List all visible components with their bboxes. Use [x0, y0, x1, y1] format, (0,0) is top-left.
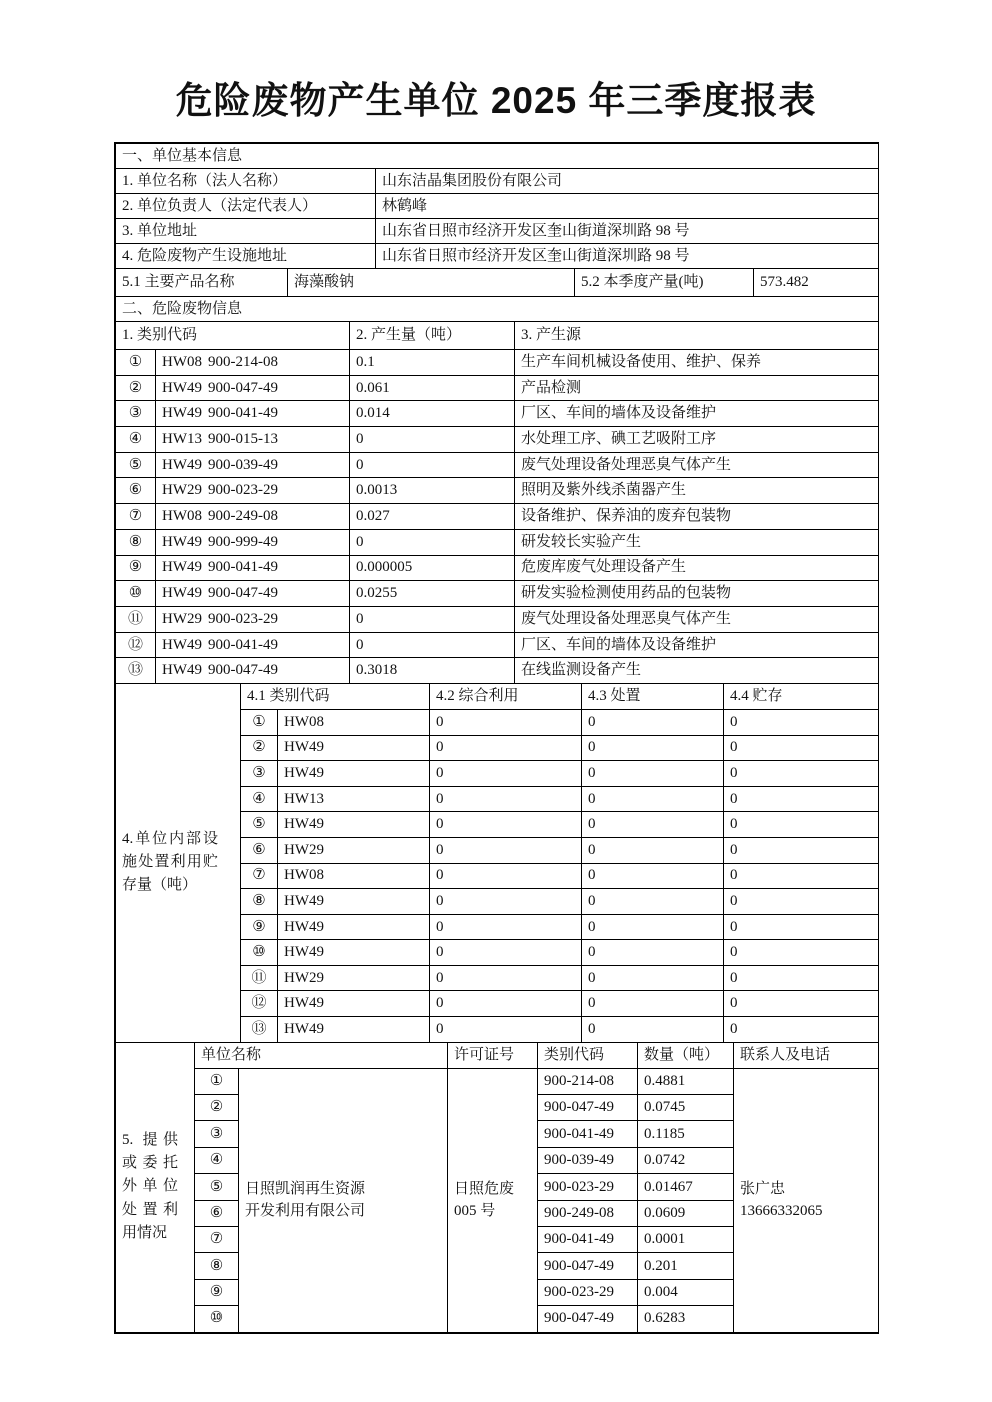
hw-class: HW08 — [162, 508, 202, 525]
waste-code: 900-039-49 — [208, 456, 278, 473]
internal-col-headers — [116, 683, 879, 709]
waste-code: 900-214-08 — [538, 1068, 638, 1094]
waste-code: 900-047-49 — [208, 585, 278, 602]
row-number: ⑥ — [195, 1200, 239, 1226]
row-number: ⑨ — [195, 1279, 239, 1305]
hw-class: HW49 — [278, 735, 430, 761]
waste-source: 研发实验检测使用药品的包装物 — [515, 581, 879, 607]
waste-quantity: 0.1185 — [638, 1121, 734, 1147]
row-number: ⑫ — [116, 632, 156, 658]
reuse-amount: 0 — [430, 1017, 582, 1043]
storage-amount: 0 — [724, 837, 879, 863]
row-number: ③ — [116, 401, 156, 427]
waste-code: 900-047-49 — [538, 1253, 638, 1279]
waste-code: 900-047-49 — [538, 1306, 638, 1332]
waste-amount: 0 — [350, 632, 515, 658]
section-waste-info — [115, 296, 879, 684]
basic-info-row — [116, 169, 879, 194]
col-header-category-code: 类别代码 — [538, 1042, 638, 1068]
storage-amount: 0 — [724, 965, 879, 991]
col-header-contact: 联系人及电话 — [734, 1042, 879, 1068]
waste-code: 900-023-29 — [208, 610, 278, 627]
waste-source: 厂区、车间的墙体及设备维护 — [515, 632, 879, 658]
external-row — [116, 1068, 879, 1094]
row-number: ⑬ — [116, 658, 156, 684]
row-number: ⑧ — [116, 529, 156, 555]
waste-amount: 0.061 — [350, 375, 515, 401]
reuse-amount: 0 — [430, 812, 582, 838]
col-header-41-code: 4.1 类别代码 — [241, 683, 430, 709]
waste-row — [116, 632, 879, 658]
hw-class: HW29 — [278, 965, 430, 991]
company-name: 日照凯润再生资源开发利用有限公司 — [245, 1180, 366, 1220]
row-number: ① — [241, 709, 278, 735]
hw-class: HW49 — [278, 761, 430, 787]
waste-amount: 0.0013 — [350, 478, 515, 504]
waste-col-headers — [116, 322, 879, 350]
row-number: ⑩ — [116, 581, 156, 607]
waste-quantity: 0.01467 — [638, 1174, 734, 1200]
reuse-amount: 0 — [430, 761, 582, 787]
reuse-amount: 0 — [430, 889, 582, 915]
reuse-amount: 0 — [430, 991, 582, 1017]
col-header-42-reuse: 4.2 综合利用 — [430, 683, 582, 709]
dispose-amount: 0 — [582, 914, 724, 940]
waste-amount: 0.014 — [350, 401, 515, 427]
dispose-amount: 0 — [582, 991, 724, 1017]
page-title: 危险废物产生单位 2025 年三季度报表 — [175, 80, 817, 121]
col-header-source: 3. 产生源 — [515, 322, 879, 350]
storage-amount: 0 — [724, 863, 879, 889]
row-number: ⑤ — [195, 1174, 239, 1200]
section5-label-cell — [116, 1042, 195, 1332]
row-number: ⑦ — [241, 863, 278, 889]
storage-amount: 0 — [724, 761, 879, 787]
row-number: ⑧ — [195, 1253, 239, 1279]
waste-code: 900-041-49 — [208, 636, 278, 653]
hw-class: HW49 — [278, 940, 430, 966]
waste-amount: 0.0255 — [350, 581, 515, 607]
hw-class: HW49 — [278, 991, 430, 1017]
reuse-amount: 0 — [430, 709, 582, 735]
waste-amount: 0 — [350, 452, 515, 478]
storage-amount: 0 — [724, 1017, 879, 1043]
product-name-label: 5.1 主要产品名称 — [116, 269, 288, 297]
hw-class: HW29 — [278, 837, 430, 863]
reuse-amount: 0 — [430, 735, 582, 761]
waste-code-cell — [156, 632, 350, 658]
waste-quantity: 0.0745 — [638, 1095, 734, 1121]
waste-code: 900-214-08 — [208, 353, 278, 370]
section4-label: 4.单位内部设施处置利用贮存量（吨） — [122, 830, 218, 894]
row-number: ⑤ — [116, 452, 156, 478]
row-number: ⑦ — [116, 504, 156, 530]
row-number: ③ — [195, 1121, 239, 1147]
dispose-amount: 0 — [582, 889, 724, 915]
waste-code: 900-039-49 — [538, 1147, 638, 1173]
row-number: ② — [116, 375, 156, 401]
waste-quantity: 0.201 — [638, 1253, 734, 1279]
waste-code: 900-047-49 — [538, 1095, 638, 1121]
hw-class: HW08 — [162, 353, 202, 370]
row-number: ⑬ — [241, 1017, 278, 1043]
basic-info-label: 3. 单位地址 — [116, 219, 376, 244]
hw-class: HW29 — [162, 610, 202, 627]
section-internal-disposal — [115, 683, 879, 1043]
hw-class: HW49 — [162, 456, 202, 473]
hw-class: HW49 — [162, 636, 202, 653]
row-number: ⑪ — [116, 606, 156, 632]
waste-quantity: 0.004 — [638, 1279, 734, 1305]
row-number: ② — [241, 735, 278, 761]
waste-row — [116, 452, 879, 478]
col-header-quantity: 数量（吨） — [638, 1042, 734, 1068]
basic-info-label: 2. 单位负责人（法定代表人） — [116, 194, 376, 219]
waste-code-cell — [156, 478, 350, 504]
dispose-amount: 0 — [582, 965, 724, 991]
dispose-amount: 0 — [582, 837, 724, 863]
waste-quantity: 0.0742 — [638, 1147, 734, 1173]
hw-class: HW13 — [162, 431, 202, 448]
hw-class: HW08 — [278, 863, 430, 889]
waste-row — [116, 658, 879, 684]
hw-class: HW49 — [162, 379, 202, 396]
reuse-amount: 0 — [430, 914, 582, 940]
hw-class: HW29 — [162, 482, 202, 499]
waste-code-cell — [156, 427, 350, 453]
hw-class: HW13 — [278, 786, 430, 812]
waste-code: 900-023-29 — [538, 1174, 638, 1200]
row-number: ⑥ — [116, 478, 156, 504]
waste-source: 产品检测 — [515, 375, 879, 401]
waste-code: 900-041-49 — [208, 405, 278, 422]
row-number: ⑤ — [241, 812, 278, 838]
basic-info-value: 山东省日照市经济开发区奎山街道深圳路 98 号 — [376, 219, 879, 244]
waste-amount: 0 — [350, 529, 515, 555]
hw-class: HW49 — [162, 662, 202, 679]
col-header-unit-name: 单位名称 — [195, 1042, 448, 1068]
section-external-disposal — [115, 1042, 879, 1333]
contact-cell — [734, 1068, 879, 1332]
row-number: ⑩ — [241, 940, 278, 966]
waste-code: 900-249-08 — [208, 508, 278, 525]
waste-row — [116, 606, 879, 632]
waste-code: 900-999-49 — [208, 533, 278, 550]
storage-amount: 0 — [724, 940, 879, 966]
dispose-amount: 0 — [582, 812, 724, 838]
storage-amount: 0 — [724, 709, 879, 735]
waste-row — [116, 478, 879, 504]
dispose-amount: 0 — [582, 940, 724, 966]
basic-info-value: 林鹤峰 — [376, 194, 879, 219]
waste-row — [116, 401, 879, 427]
storage-amount: 0 — [724, 735, 879, 761]
waste-code: 900-023-29 — [538, 1279, 638, 1305]
license-cell — [448, 1068, 538, 1332]
dispose-amount: 0 — [582, 761, 724, 787]
waste-amount: 0.027 — [350, 504, 515, 530]
report-table — [114, 142, 879, 1334]
basic-info-value: 山东省日照市经济开发区奎山街道深圳路 98 号 — [376, 244, 879, 269]
hw-class: HW08 — [278, 709, 430, 735]
contact-name: 张广忠 — [740, 1180, 786, 1197]
basic-info-label: 1. 单位名称（法人名称） — [116, 169, 376, 194]
waste-quantity: 0.6283 — [638, 1306, 734, 1332]
waste-source: 研发较长实验产生 — [515, 529, 879, 555]
hw-class: HW49 — [162, 533, 202, 550]
hw-class: HW49 — [278, 1017, 430, 1043]
section4-label-cell — [116, 683, 241, 1042]
section-basic-info — [115, 143, 879, 297]
waste-row — [116, 504, 879, 530]
row-number: ⑪ — [241, 965, 278, 991]
external-col-headers — [116, 1042, 879, 1068]
col-header-license-no: 许可证号 — [448, 1042, 538, 1068]
contact-phone: 13666332065 — [740, 1203, 823, 1220]
hw-class: HW49 — [162, 559, 202, 576]
row-number: ⑨ — [241, 914, 278, 940]
basic-info-row — [116, 194, 879, 219]
row-number: ⑦ — [195, 1227, 239, 1253]
waste-code-cell — [156, 581, 350, 607]
col-header-category-code: 1. 类别代码 — [116, 322, 350, 350]
storage-amount: 0 — [724, 914, 879, 940]
quarter-output-value: 573.482 — [754, 269, 879, 297]
row-number: ④ — [195, 1147, 239, 1173]
basic-info-row — [116, 244, 879, 269]
reuse-amount: 0 — [430, 837, 582, 863]
waste-source: 在线监测设备产生 — [515, 658, 879, 684]
product-row — [116, 269, 879, 297]
waste-source: 设备维护、保养油的废弃包装物 — [515, 504, 879, 530]
reuse-amount: 0 — [430, 940, 582, 966]
waste-amount: 0.1 — [350, 350, 515, 376]
dispose-amount: 0 — [582, 1017, 724, 1043]
waste-row — [116, 375, 879, 401]
waste-code-cell — [156, 452, 350, 478]
dispose-amount: 0 — [582, 709, 724, 735]
waste-source: 废气处理设备处理恶臭气体产生 — [515, 606, 879, 632]
storage-amount: 0 — [724, 812, 879, 838]
col-header-44-storage: 4.4 贮存 — [724, 683, 879, 709]
hw-class: HW49 — [278, 914, 430, 940]
waste-row — [116, 350, 879, 376]
waste-code-cell — [156, 529, 350, 555]
storage-amount: 0 — [724, 991, 879, 1017]
hw-class: HW49 — [162, 585, 202, 602]
waste-source: 厂区、车间的墙体及设备维护 — [515, 401, 879, 427]
waste-row — [116, 529, 879, 555]
hw-class: HW49 — [162, 405, 202, 422]
row-number: ④ — [241, 786, 278, 812]
waste-code-cell — [156, 555, 350, 581]
waste-amount: 0 — [350, 606, 515, 632]
dispose-amount: 0 — [582, 786, 724, 812]
waste-code-cell — [156, 375, 350, 401]
waste-quantity: 0.0001 — [638, 1227, 734, 1253]
waste-amount: 0.3018 — [350, 658, 515, 684]
waste-row — [116, 581, 879, 607]
waste-code: 900-041-49 — [208, 559, 278, 576]
section1-header: 一、单位基本信息 — [116, 144, 879, 169]
waste-source: 水处理工序、碘工艺吸附工序 — [515, 427, 879, 453]
row-number: ① — [116, 350, 156, 376]
waste-code: 900-041-49 — [538, 1227, 638, 1253]
waste-code: 900-023-29 — [208, 482, 278, 499]
license-number: 日照危废 005 号 — [454, 1180, 515, 1220]
quarter-output-label: 5.2 本季度产量(吨) — [575, 269, 754, 297]
waste-source: 生产车间机械设备使用、维护、保养 — [515, 350, 879, 376]
waste-amount: 0 — [350, 427, 515, 453]
product-name-value: 海藻酸钠 — [288, 269, 575, 297]
reuse-amount: 0 — [430, 965, 582, 991]
waste-code: 900-047-49 — [208, 379, 278, 396]
waste-code: 900-015-13 — [208, 431, 278, 448]
row-number: ③ — [241, 761, 278, 787]
waste-code-cell — [156, 658, 350, 684]
waste-code: 900-041-49 — [538, 1121, 638, 1147]
basic-info-value: 山东洁晶集团股份有限公司 — [376, 169, 879, 194]
waste-row — [116, 427, 879, 453]
waste-source: 危废库废气处理设备产生 — [515, 555, 879, 581]
hw-class: HW49 — [278, 889, 430, 915]
section5-label: 5. 提供或委托外单位处置利用情况 — [122, 1131, 178, 1241]
waste-quantity: 0.4881 — [638, 1068, 734, 1094]
row-number: ⑫ — [241, 991, 278, 1017]
waste-quantity: 0.0609 — [638, 1200, 734, 1226]
row-number: ② — [195, 1095, 239, 1121]
waste-code-cell — [156, 401, 350, 427]
waste-code: 900-249-08 — [538, 1200, 638, 1226]
waste-code-cell — [156, 350, 350, 376]
section2-header: 二、危险废物信息 — [116, 297, 879, 322]
row-number: ④ — [116, 427, 156, 453]
basic-info-row — [116, 219, 879, 244]
storage-amount: 0 — [724, 786, 879, 812]
waste-code-cell — [156, 504, 350, 530]
waste-source: 废气处理设备处理恶臭气体产生 — [515, 452, 879, 478]
dispose-amount: 0 — [582, 735, 724, 761]
waste-code-cell — [156, 606, 350, 632]
waste-row — [116, 555, 879, 581]
row-number: ⑧ — [241, 889, 278, 915]
hw-class: HW49 — [278, 812, 430, 838]
col-header-generated-amount: 2. 产生量（吨） — [350, 322, 515, 350]
row-number: ⑥ — [241, 837, 278, 863]
company-name-cell — [239, 1068, 448, 1332]
waste-source: 照明及紫外线杀菌器产生 — [515, 478, 879, 504]
basic-info-label: 4. 危险废物产生设施地址 — [116, 244, 376, 269]
waste-amount: 0.000005 — [350, 555, 515, 581]
reuse-amount: 0 — [430, 786, 582, 812]
col-header-43-dispose: 4.3 处置 — [582, 683, 724, 709]
row-number: ① — [195, 1068, 239, 1094]
waste-code: 900-047-49 — [208, 662, 278, 679]
row-number: ⑩ — [195, 1306, 239, 1332]
storage-amount: 0 — [724, 889, 879, 915]
dispose-amount: 0 — [582, 863, 724, 889]
reuse-amount: 0 — [430, 863, 582, 889]
row-number: ⑨ — [116, 555, 156, 581]
